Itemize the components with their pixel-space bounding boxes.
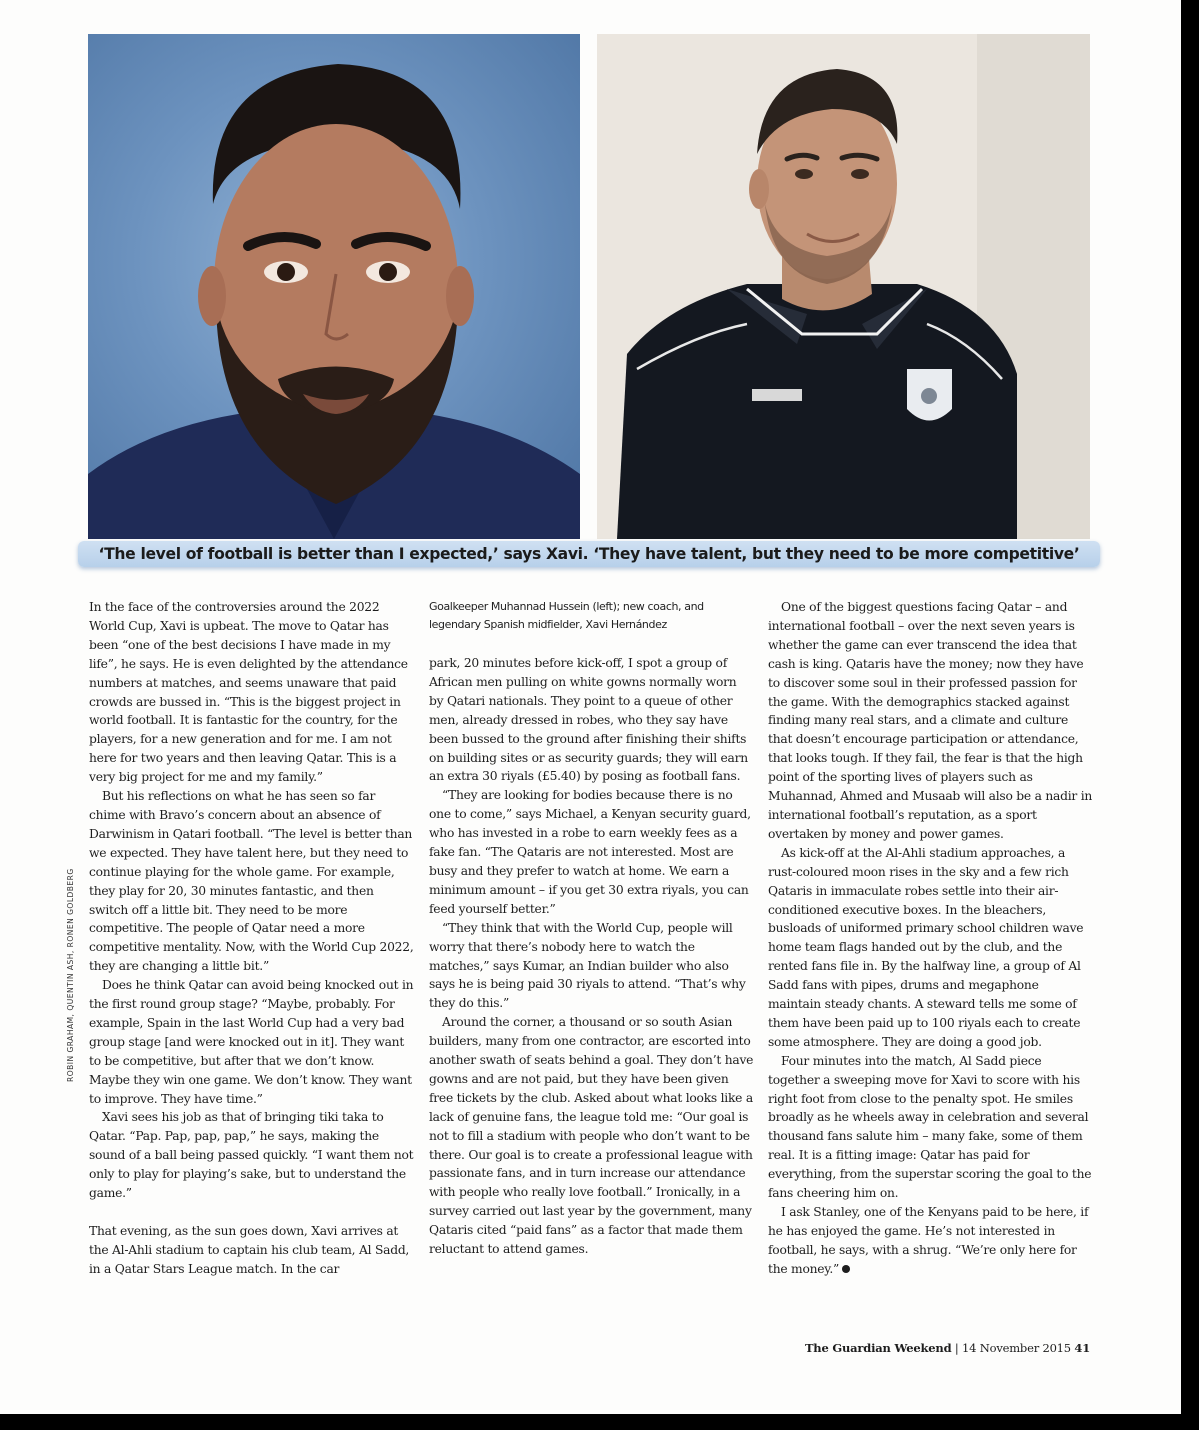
goalkeeper-portrait-illustration	[88, 34, 580, 539]
page-number: 41	[1074, 1341, 1090, 1355]
paragraph: Around the corner, a thousand or so south Asian builders, many from one contractor, are escorted into another swath of seats behind a goal. They don’t have gowns and are not paid, but they have been given free tickets by the club. Asked about what looks like a lack of genuine fans, the league told me: “Our goal is not to fill a stadium with people who don’t want to be there. Our goal is to create a professional league with passionate fans, and in turn increase our attendance with people who really love football.” Ironically, in a survey carried out last year by the government, many Qataris cited “paid fans” as a factor that made them reluctant to attend games.	[429, 1015, 754, 1257]
publication-name: The Guardian Weekend	[804, 1341, 952, 1355]
paragraph-text: I ask Stanley, one of the Kenyans paid to be here, if he has enjoyed the game. He’s not interested in football, he says, with a shrug. “We’re only here for the money.”	[768, 1205, 1089, 1276]
paragraph: In the face of the controversies around the 2022 World Cup, Xavi is upbeat. The move to Qatar has been “one of the best decisions I have made in my life”, he says. He is even delighted by the attendance numbers at matches, and seems unaware that paid crowds are bussed in. “This is the biggest project in world football. It is fantastic for the country, for the players, for a new generation and for me. I am not here for two years and then leaving Qatar. This is a very big project for me and my family.”	[89, 600, 408, 785]
pull-quote-banner	[78, 541, 1100, 567]
paragraph: One of the biggest questions facing Qatar – and international football – over the next seven years is whether the game can ever transcend the idea that cash is king. Qataris have the money; now they have to discover some soul in their professed passion for the game. With the demographics stacked against finding many real stars, and a climate and culture that doesn’t encourage participation or attendance, that looks tough. If they fail, the fear is that the high point of the sporting lives of players such as Muhannad, Ahmed and Musaab will also be a nadir in international football’s reputation, as a sport overtaken by money and power games.	[768, 600, 1093, 841]
paragraph: park, 20 minutes before kick-off, I spot a group of African men pulling on white gowns normally worn by Qatari nationals. They point to a queue of other men, already dressed in robes, who they say have been bussed to the ground after finishing their shifts on building sites or as security guards; they will earn an extra 30 riyals (£5.40) by posing as football fans.	[429, 656, 748, 784]
paragraph: Does he think Qatar can avoid being knocked out in the first round group stage? “Maybe, probably. For example, Spain in the last World Cup had a very bad group stage [and were knocked out in it]. They want to be competitive, but after that we don’t know. Maybe they win one game. We don’t know. They want to improve. They have time.”	[89, 978, 414, 1106]
page-footer	[760, 1341, 1090, 1355]
goalkeeper-portrait-photo	[88, 34, 580, 539]
paragraph: Four minutes into the match, Al Sadd piece together a sweeping move for Xavi to score with his right foot from close to the penalty spot. He smiles broadly as he wheels away in celebration and several thousand fans salute him – many fake, some of them real. It is a fitting image: Qatar has paid for everything, from the superstar scoring the goal to the fans cheering him on.	[768, 1053, 1092, 1201]
paragraph: “They think that with the World Cup, people will worry that there’s nobody here to watch the matches,” says Kumar, an Indian builder who also says he is being paid 30 riyals to attend. “That’s why they do this.”	[429, 920, 746, 1011]
xavi-portrait-illustration	[597, 34, 1090, 539]
paragraph: But his reflections on what he has seen so far chime with Bravo’s concern about an absence of Darwinism in Qatari football. “The level is better than we expected. They have talent here, but they need to continue playing for the whole game. For example, they play for 20, 30 minutes fantastic, and then switch off a little bit. They need to be more competitive. The people of Qatar need a more competitive mentality. Now, with the World Cup 2022, they are changing a little bit.”	[89, 789, 414, 974]
paragraph: “They are looking for bodies because there is no one to come,” says Michael, a Kenyan security guard, who has invested in a robe to earn weekly fees as a fake fan. “The Qataris are not interested. Most are busy and they prefer to watch at home. We earn a minimum amount – if you get 30 extra riyals, you can feed yourself better.”	[429, 788, 751, 916]
paragraph: As kick-off at the Al-Ahli stadium approaches, a rust-coloured moon rises in the sky and a few rich Qataris in immaculate robes settle into their air-conditioned executive boxes. In the bleachers, busloads of uniformed primary school children wave home team flags handed out by the club, and the rented fans file in. By the halfway line, a group of Al Sadd fans with pipes, drums and megaphone maintain steady chants. A steward tells me some of them have been paid up to 100 riyals each to create some atmosphere. They are doing a good job.	[768, 845, 1084, 1049]
paragraph: Xavi sees his job as that of bringing tiki taka to Qatar. “Pap. Pap, pap, pap,” he says, making the sound of a ball being passed quickly. “I want them not only to play for playing’s sake, but to understand the game.”	[89, 1110, 414, 1201]
photo-caption: Goalkeeper Muhannad Hussein (left); new coach, and legendary Spanish midfielder, Xavi Hernández	[429, 600, 704, 631]
article-column-1	[89, 598, 414, 1279]
final-paragraph	[768, 1203, 1093, 1279]
end-mark-icon	[842, 1265, 850, 1273]
article-column-2	[429, 598, 754, 1259]
footer-separator: |	[954, 1341, 959, 1355]
paragraph: That evening, as the sun goes down, Xavi arrives at the Al-Ahli stadium to captain his club team, Al Sadd, in a Qatar Stars League match. In the car	[89, 1224, 410, 1276]
photo-credit: ROBIN GRAHAM, QUENTIN ASH, RONEN GOLDBERG	[66, 868, 75, 1082]
article-column-3	[768, 598, 1093, 1279]
xavi-portrait-photo	[597, 34, 1090, 539]
pull-quote: ‘The level of football is better than I expected,’ says Xavi. ‘They have talent, but they need to be more competitive’	[98, 545, 1080, 563]
issue-date: 14 November 2015	[962, 1341, 1071, 1355]
